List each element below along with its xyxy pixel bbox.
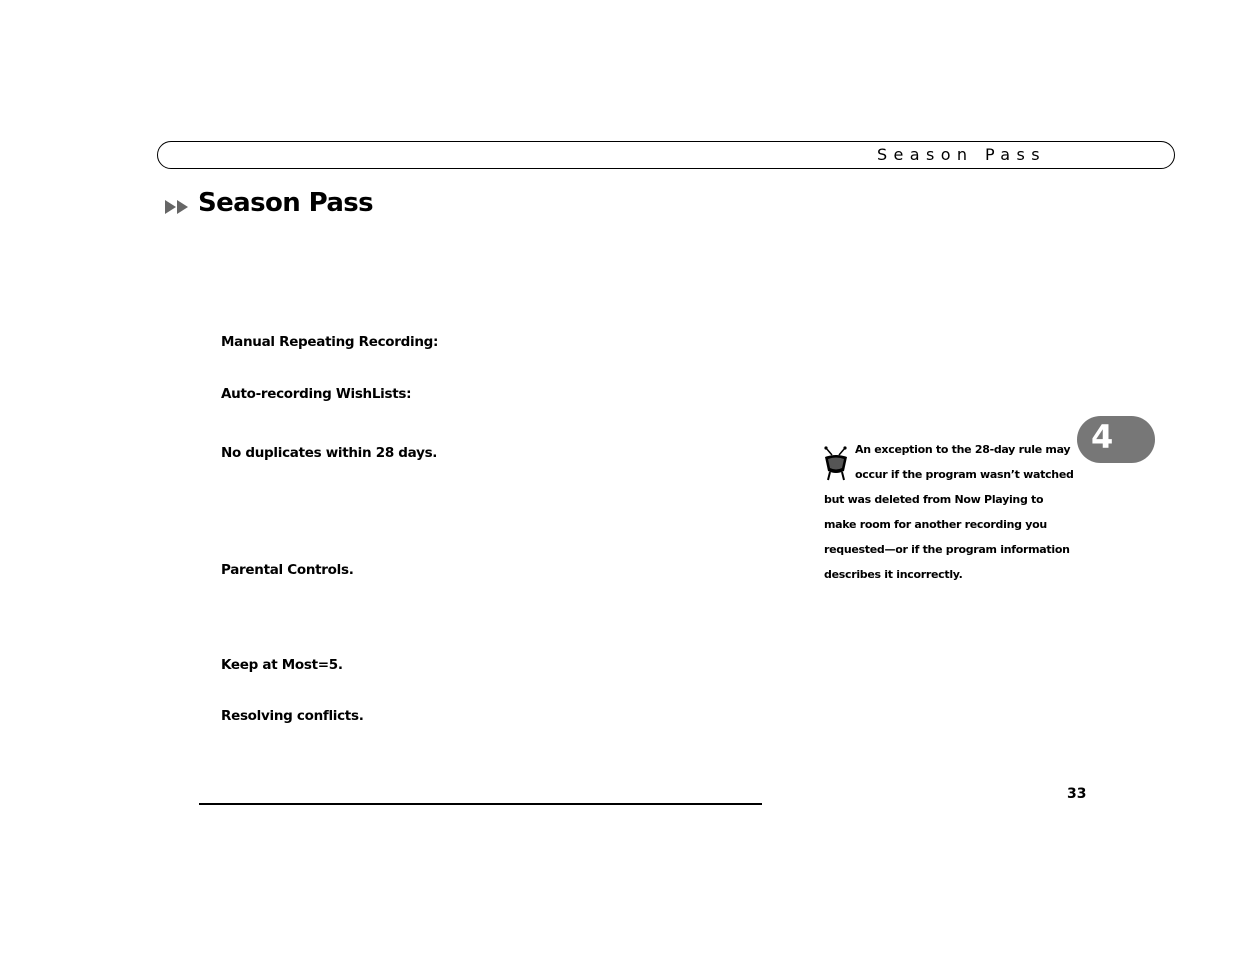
page-title: Season Pass [198,188,374,218]
chapter-number: 4 [1091,418,1114,456]
tip-line: describes it incorrectly. [824,568,963,581]
tivo-tv-icon [823,446,849,482]
tip-line: requested—or if the program information [824,543,1070,556]
chapter-tab [1077,416,1155,463]
term-keep-at-most: Keep at Most=5. [221,657,343,673]
footer-rule [199,803,762,805]
term-no-duplicates: No duplicates within 28 days. [221,445,438,461]
term-resolving-conflicts: Resolving conflicts. [221,708,364,724]
tip-line: but was deleted from Now Playing to [824,493,1044,506]
tip-line: make room for another recording you [824,518,1047,531]
term-parental-controls: Parental Controls. [221,562,354,578]
tip-line: occur if the program wasn’t watched [855,468,1074,481]
tip-line: An exception to the 28-day rule may [855,443,1071,456]
page-number: 33 [1067,786,1087,802]
term-auto-recording-wishlists: Auto-recording WishLists: [221,386,412,402]
term-manual-repeating-recording: Manual Repeating Recording: [221,334,439,350]
fast-forward-icon [165,200,189,214]
running-header-title: Season Pass [877,145,1046,164]
